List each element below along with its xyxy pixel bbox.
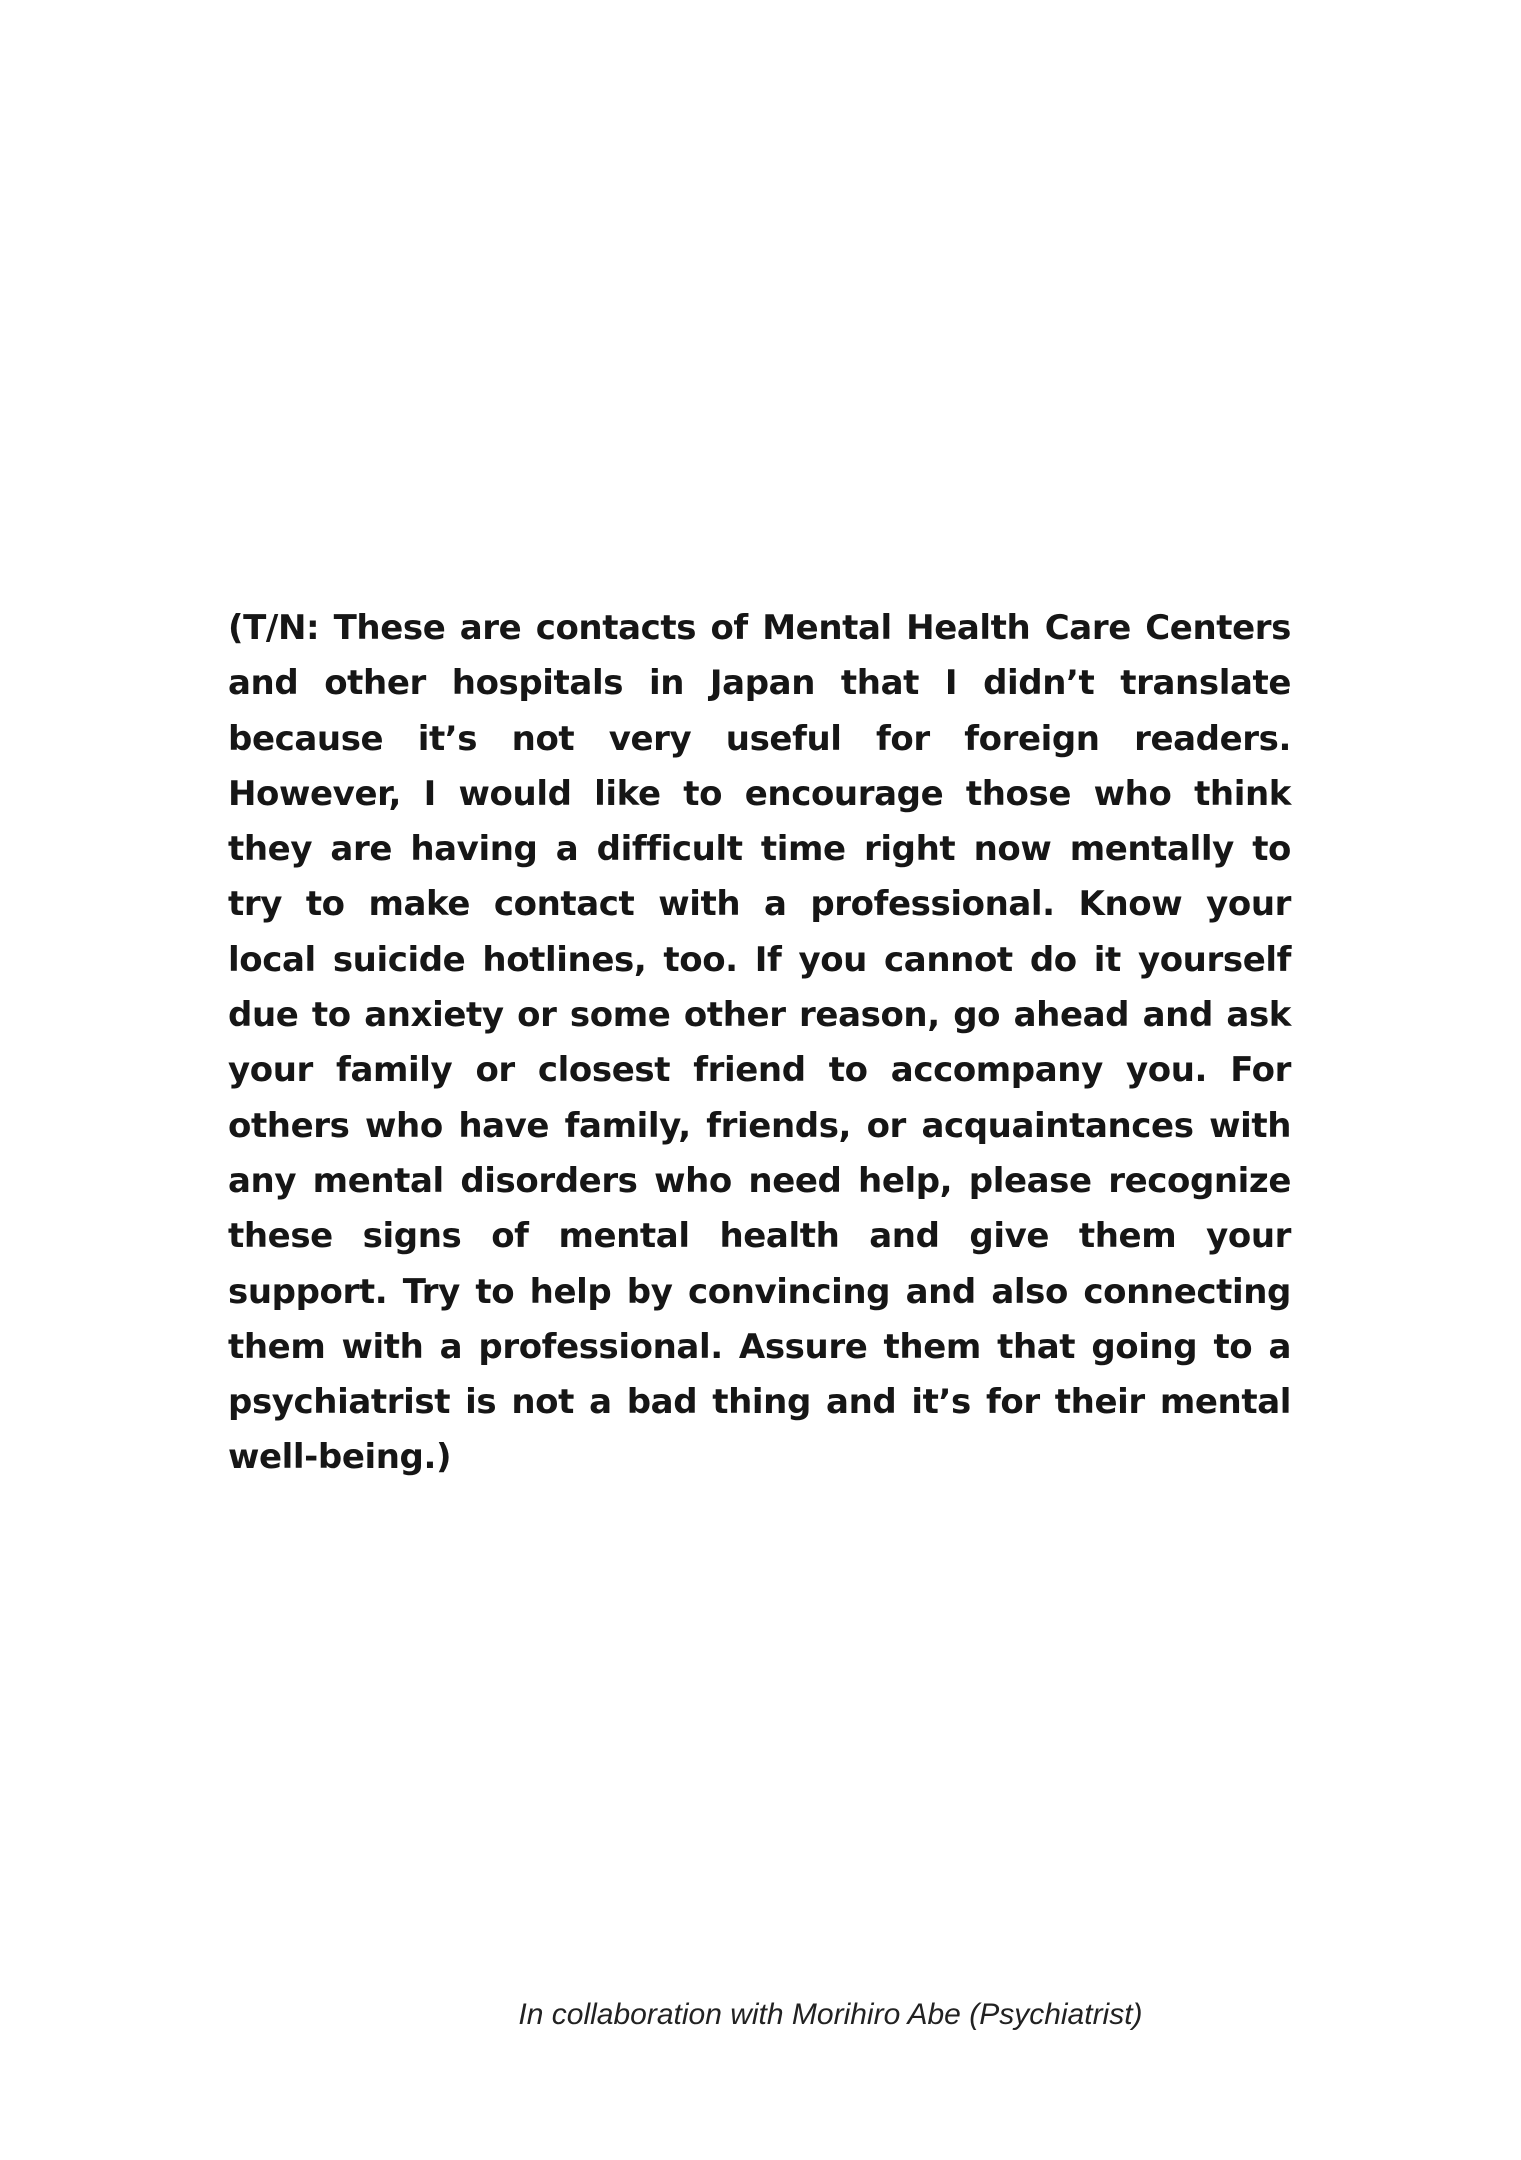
collaboration-credit: In collaboration with Morihiro Abe (Psychiatrist) [518, 1998, 1143, 2031]
translator-note: (T/N: These are contacts of Mental Health Care Centers and other hospitals in Japan that I didn’t translate because it’s not very useful for foreign readers. However, I would like to encourage those who think they are having a difficult time right now mentally to try to make contact with a professional. Know your local suicide hotlines, too. If you cannot do it yourself due to anxiety or some other reason, go ahead and ask your family or closest friend to accompany you. For others who have family, friends, or acquaintances with any mental disorders who need help, please recognize these signs of mental health and give them your support. Try to help by convincing and also connecting them with a professional. Assure them that going to a psychiatrist is not a bad thing and it’s for their mental well-being.) [228, 608, 1291, 1478]
